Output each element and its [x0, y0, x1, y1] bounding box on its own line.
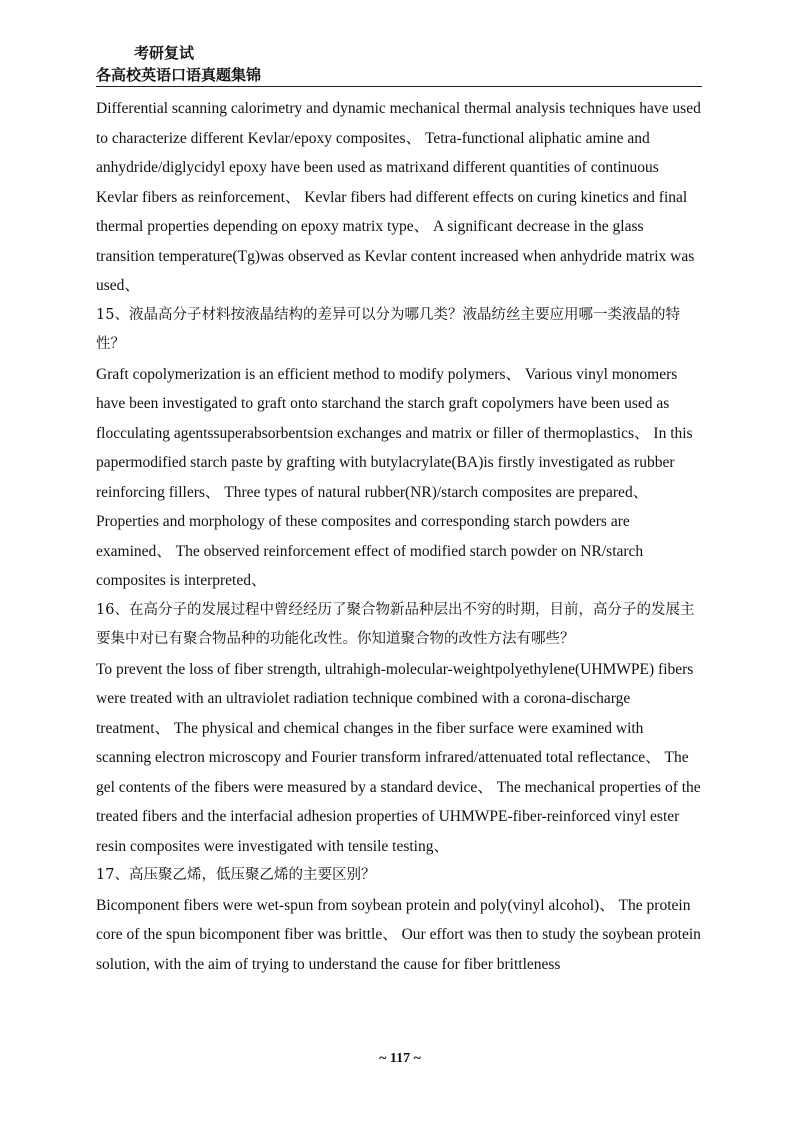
answer-15: Graft copolymerization is an efficient method to modify polymers、 Various vinyl monomers have been investigated to graft onto starchand the starch graft copolymers have been used as flocculating agentssuperabsorbentsion exchanges and matrix or filler of thermoplastics、 In this papermodified starch paste by grafting with butylacrylate(BA)is firstly investigated as rubber reinforcing fillers、 Three types of natural rubber(NR)/starch composites are prepared、 Properties and morphology of these composites and corresponding starch powders are examined、 The observed reinforcement effect of modified starch powder on NR/starch composites is interpreted、 [96, 365, 693, 589]
paragraph-intro: Differential scanning calorimetry and dynamic mechanical thermal analysis techniques have used to characterize different Kevlar/epoxy composites、 Tetra-functional aliphatic amine and anhydride/diglycidyl epoxy have been used as matrixand different quantities of continuous Kevlar fibers as reinforcement、 Kevlar fibers had different effects on curing kinetics and final thermal properties depending on epoxy matrix type、 A significant decrease in the glass transition temperature(Tg)was observed as Kevlar content increased when anhydride matrix was used、 [96, 100, 701, 294]
question-15: 15、液晶高分子材料按液晶结构的差异可以分为哪几类？液晶纺丝主要应用哪一类液晶的特性？ [96, 306, 680, 352]
question-17: 17、高压聚乙烯，低压聚乙烯的主要区别？ [96, 867, 376, 883]
page-content [96, 94, 702, 979]
header-title-line2: 各高校英语口语真题集锦 [96, 66, 262, 84]
header-divider [96, 86, 702, 87]
answer-17: Bicomponent fibers were wet-spun from soybean protein and poly(vinyl alcohol)、 The protein core of the spun bicomponent fiber was brittle、 Our effort was then to study the soybean protein solution, with the aim of trying to understand the cause for fiber brittleness [96, 896, 701, 973]
question-16: 16、在高分子的发展过程中曾经经历了聚合物新品种层出不穷的时期，目前，高分子的发展主要集中对已有聚合物品种的功能化改性。你知道聚合物的改性方法有哪些？ [96, 601, 695, 647]
header-title-line1: 考研复试 [134, 44, 195, 62]
page-number: ~ 117 ~ [379, 1051, 421, 1066]
answer-16: To prevent the loss of fiber strength, ultrahigh-molecular-weightpolyethylene(UHMWPE) fibers were treated with an ultraviolet radiation technique combined with a corona-discharge treatment、 The physical and chemical changes in the fiber surface were examined with scanning electron microscopy and Fourier transform infrared/attenuated total reflectance、 The gel contents of the fibers were measured by a standard device、 The mechanical properties of the treated fibers and the interfacial adhesion properties of UHMWPE-fiber-reinforced vinyl ester resin composites were investigated with tensile testing、 [96, 660, 701, 855]
page-header [96, 42, 261, 86]
